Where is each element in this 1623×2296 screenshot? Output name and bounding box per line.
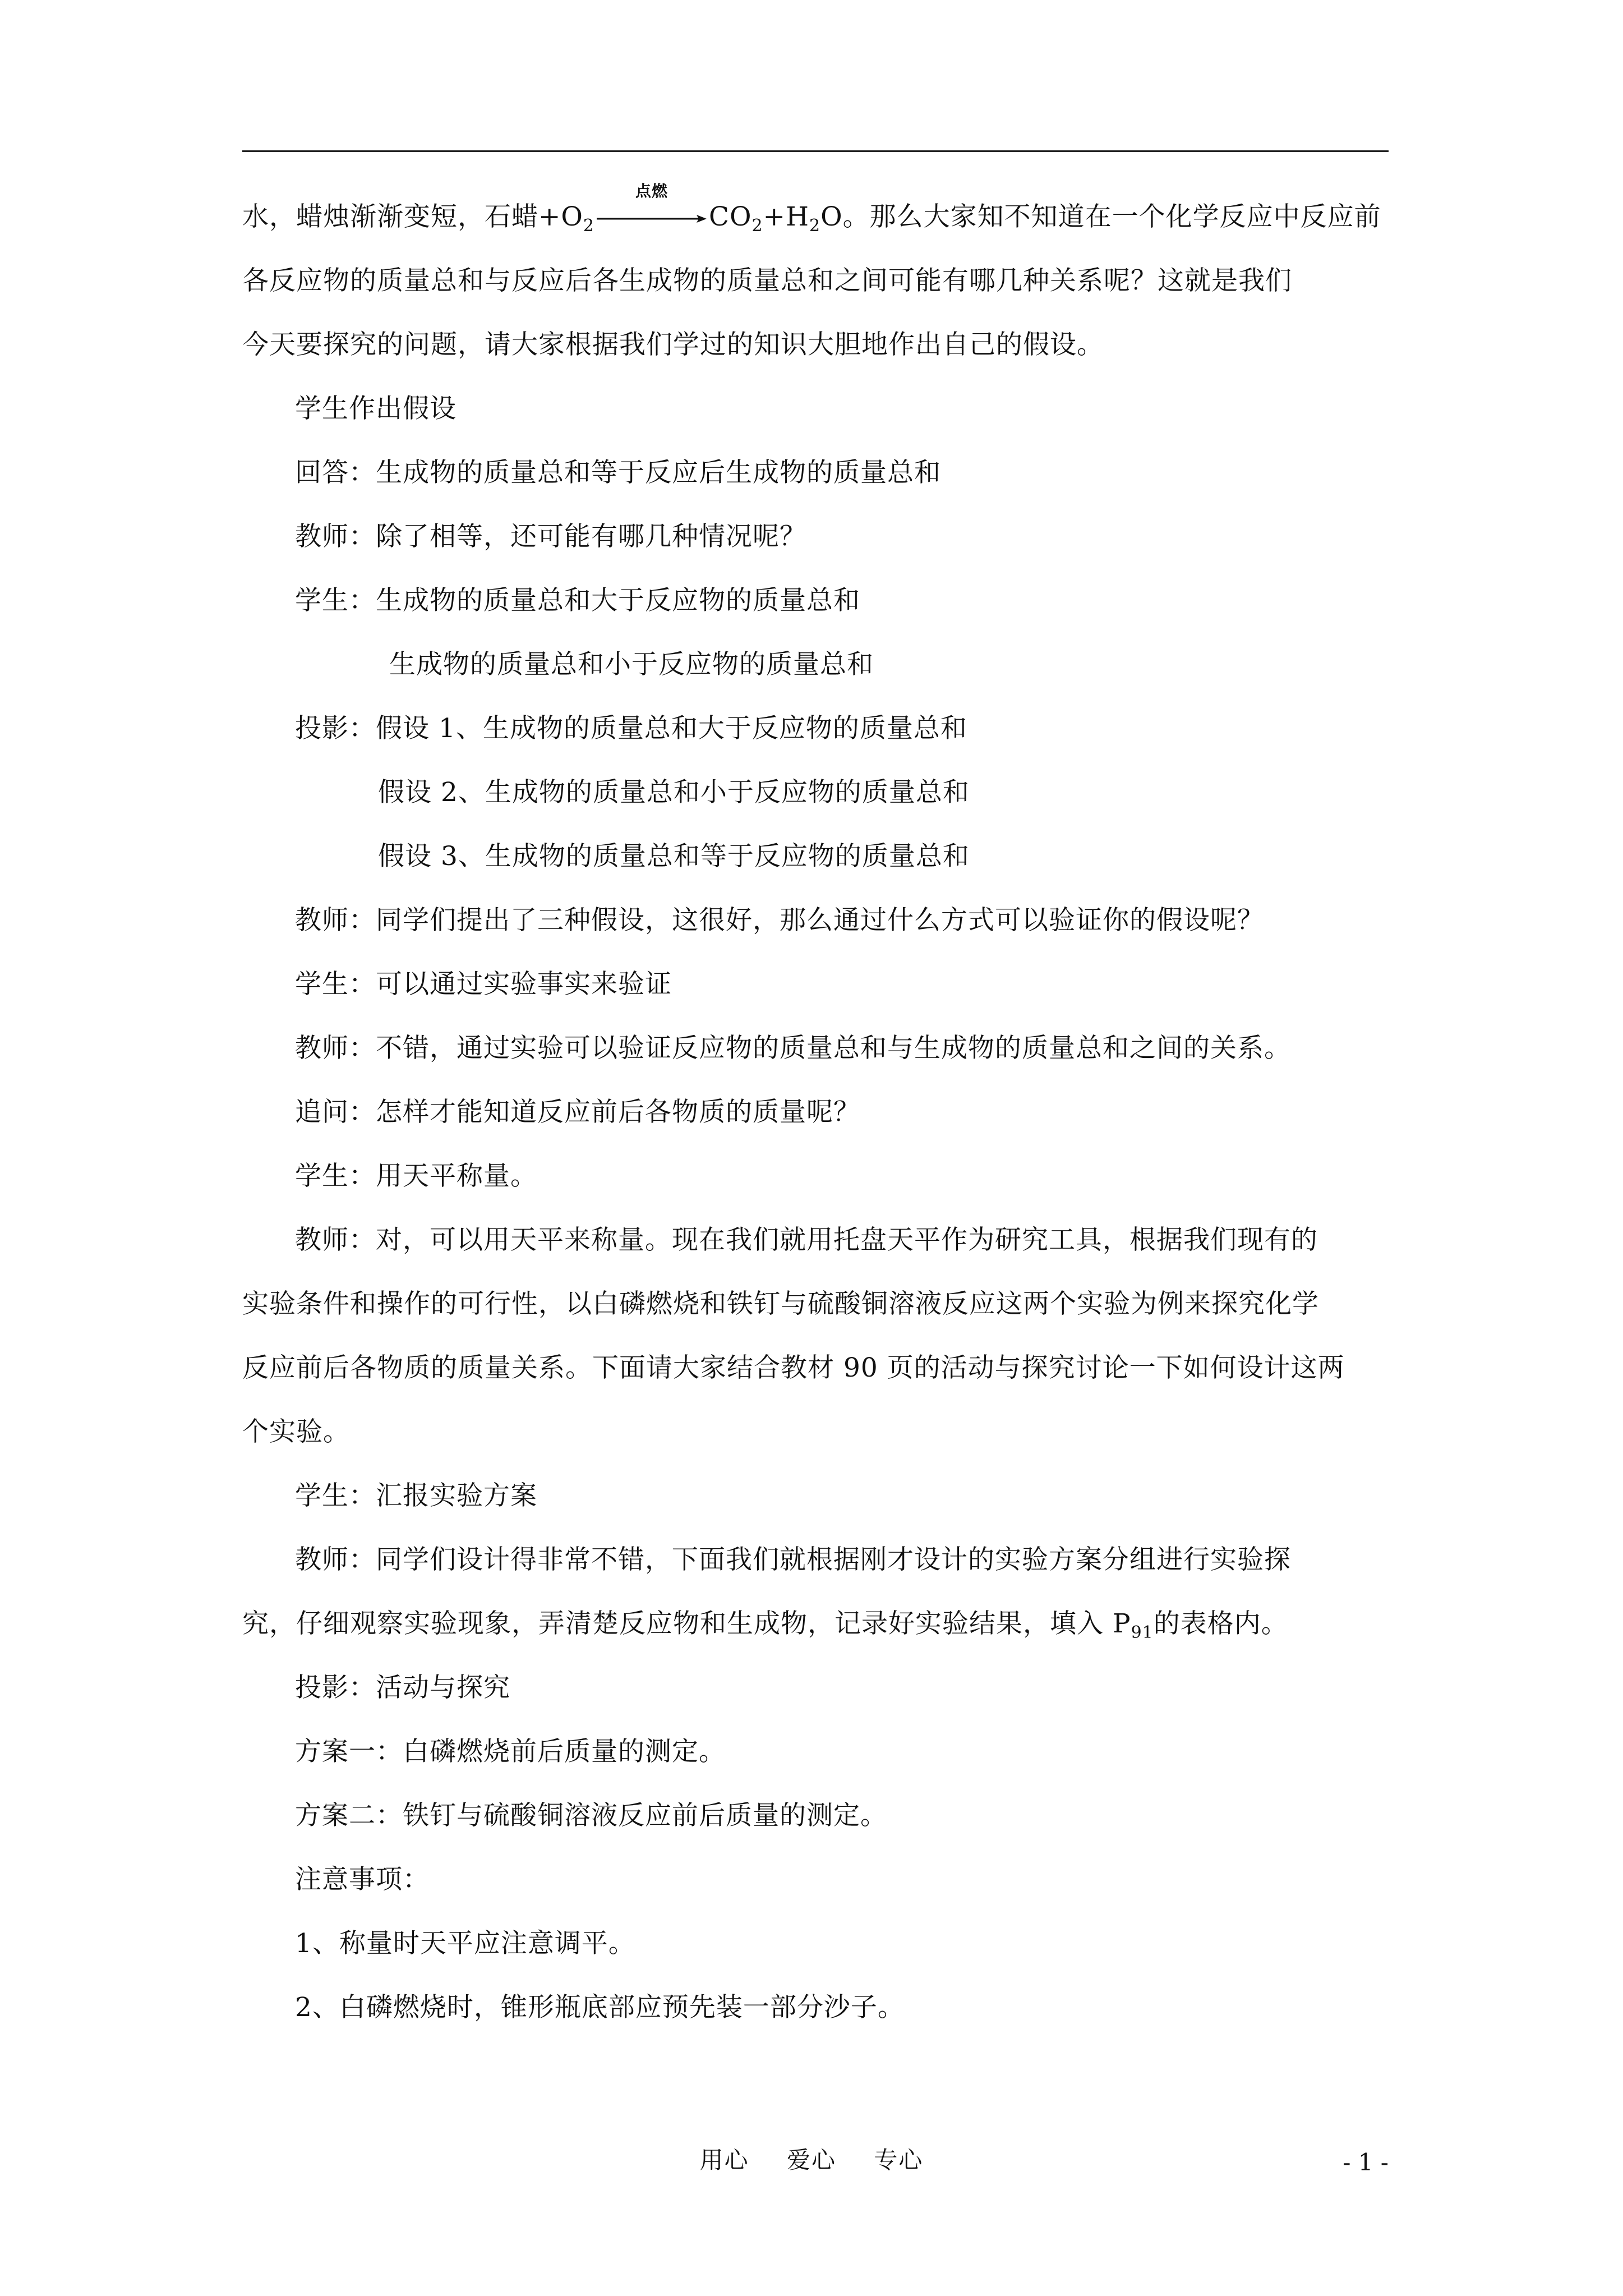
paragraph-line: 假设 3、生成物的质量总和等于反应物的质量总和 (378, 841, 970, 872)
subscript: 2 (751, 216, 763, 236)
text-run: +H (763, 201, 809, 232)
paragraph-line: 追问：怎样才能知道反应前后各物质的质量呢？ (295, 1097, 860, 1128)
subscript: 91 (1131, 1623, 1154, 1642)
paragraph-line: 回答：生成物的质量总和等于反应后生成物的质量总和 (295, 457, 941, 488)
paragraph-line: 注意事项： (295, 1864, 430, 1895)
footer-motto-item: 爱心 (786, 2146, 836, 2174)
footer-motto-item: 专心 (874, 2146, 924, 2174)
paragraph-line: 假设 2、生成物的质量总和小于反应物的质量总和 (378, 777, 970, 808)
subscript: 2 (583, 216, 595, 236)
paragraph-line: 教师：除了相等，还可能有哪几种情况呢？ (295, 521, 806, 552)
text-run: CO (709, 201, 752, 232)
paragraph-line: 方案二：铁钉与硫酸铜溶液反应前后质量的测定。 (295, 1800, 887, 1831)
paragraph-line: 教师：同学们提出了三种假设，这很好，那么通过什么方式可以验证你的假设呢？ (295, 905, 1264, 936)
text-run: 水，蜡烛渐渐变短，石蜡+O (242, 201, 583, 232)
paragraph-line: 学生：可以通过实验事实来验证 (295, 969, 672, 1000)
subscript: 2 (809, 216, 821, 236)
paragraph-line: 各反应物的质量总和与反应后各生成物的质量总和之间可能有哪几种关系呢？这就是我们 (242, 265, 1292, 296)
paragraph-line: 今天要探究的问题，请大家根据我们学过的知识大胆地作出自己的假设。 (242, 329, 1104, 360)
paragraph-line (242, 1592, 1389, 1656)
paragraph-line: 教师：不错，通过实验可以验证反应物的质量总和与生成物的质量总和之间的关系。 (295, 1033, 1291, 1064)
paragraph-line: 学生：用天平称量。 (295, 1161, 537, 1191)
paragraph-line: 反应前后各物质的质量关系。下面请大家结合教材 90 页的活动与探究讨论一下如何设计这两 (242, 1352, 1345, 1383)
header-rule (242, 150, 1389, 152)
paragraph-line: 生成物的质量总和小于反应物的质量总和 (389, 649, 874, 680)
reaction-arrow (596, 182, 708, 228)
paragraph-line: 投影：活动与探究 (295, 1672, 510, 1703)
reaction-condition: 点燃 (635, 182, 668, 200)
paragraph-line: 教师：对，可以用天平来称量。现在我们就用托盘天平作为研究工具，根据我们现有的 (295, 1225, 1318, 1255)
text-run: 的表格内。 (1153, 1608, 1288, 1639)
paragraph-line: 实验条件和操作的可行性，以白磷燃烧和铁钉与硫酸铜溶液反应这两个实验为例来探究化学 (242, 1289, 1319, 1319)
paragraph-line: 投影：假设 1、生成物的质量总和大于反应物的质量总和 (295, 713, 967, 744)
text-run: O。那么大家知不知道在一个化学反应中反应前 (820, 201, 1381, 232)
paragraph-line (242, 182, 1389, 249)
page-number: - 1 - (1343, 2148, 1389, 2176)
document-body (242, 182, 1389, 2040)
paragraph-line: 教师：同学们设计得非常不错，下面我们就根据刚才设计的实验方案分组进行实验探 (295, 1544, 1291, 1575)
arrow-icon (596, 213, 708, 224)
paragraph-line: 1、称量时天平应注意调平。 (295, 1928, 635, 1959)
paragraph-line: 方案一：白磷燃烧前后质量的测定。 (295, 1736, 726, 1767)
paragraph-line: 学生作出假设 (295, 393, 457, 424)
paragraph-line: 学生：汇报实验方案 (295, 1480, 537, 1511)
paragraph-line: 个实验。 (242, 1416, 350, 1447)
paragraph-line: 学生：生成物的质量总和大于反应物的质量总和 (295, 585, 860, 616)
text-run: 究，仔细观察实验现象，弄清楚反应物和生成物，记录好实验结果，填入 P (242, 1608, 1131, 1639)
paragraph-line: 2、白磷燃烧时，锥形瓶底部应预先装一部分沙子。 (295, 1992, 905, 2023)
footer-motto-item: 用心 (699, 2146, 749, 2174)
